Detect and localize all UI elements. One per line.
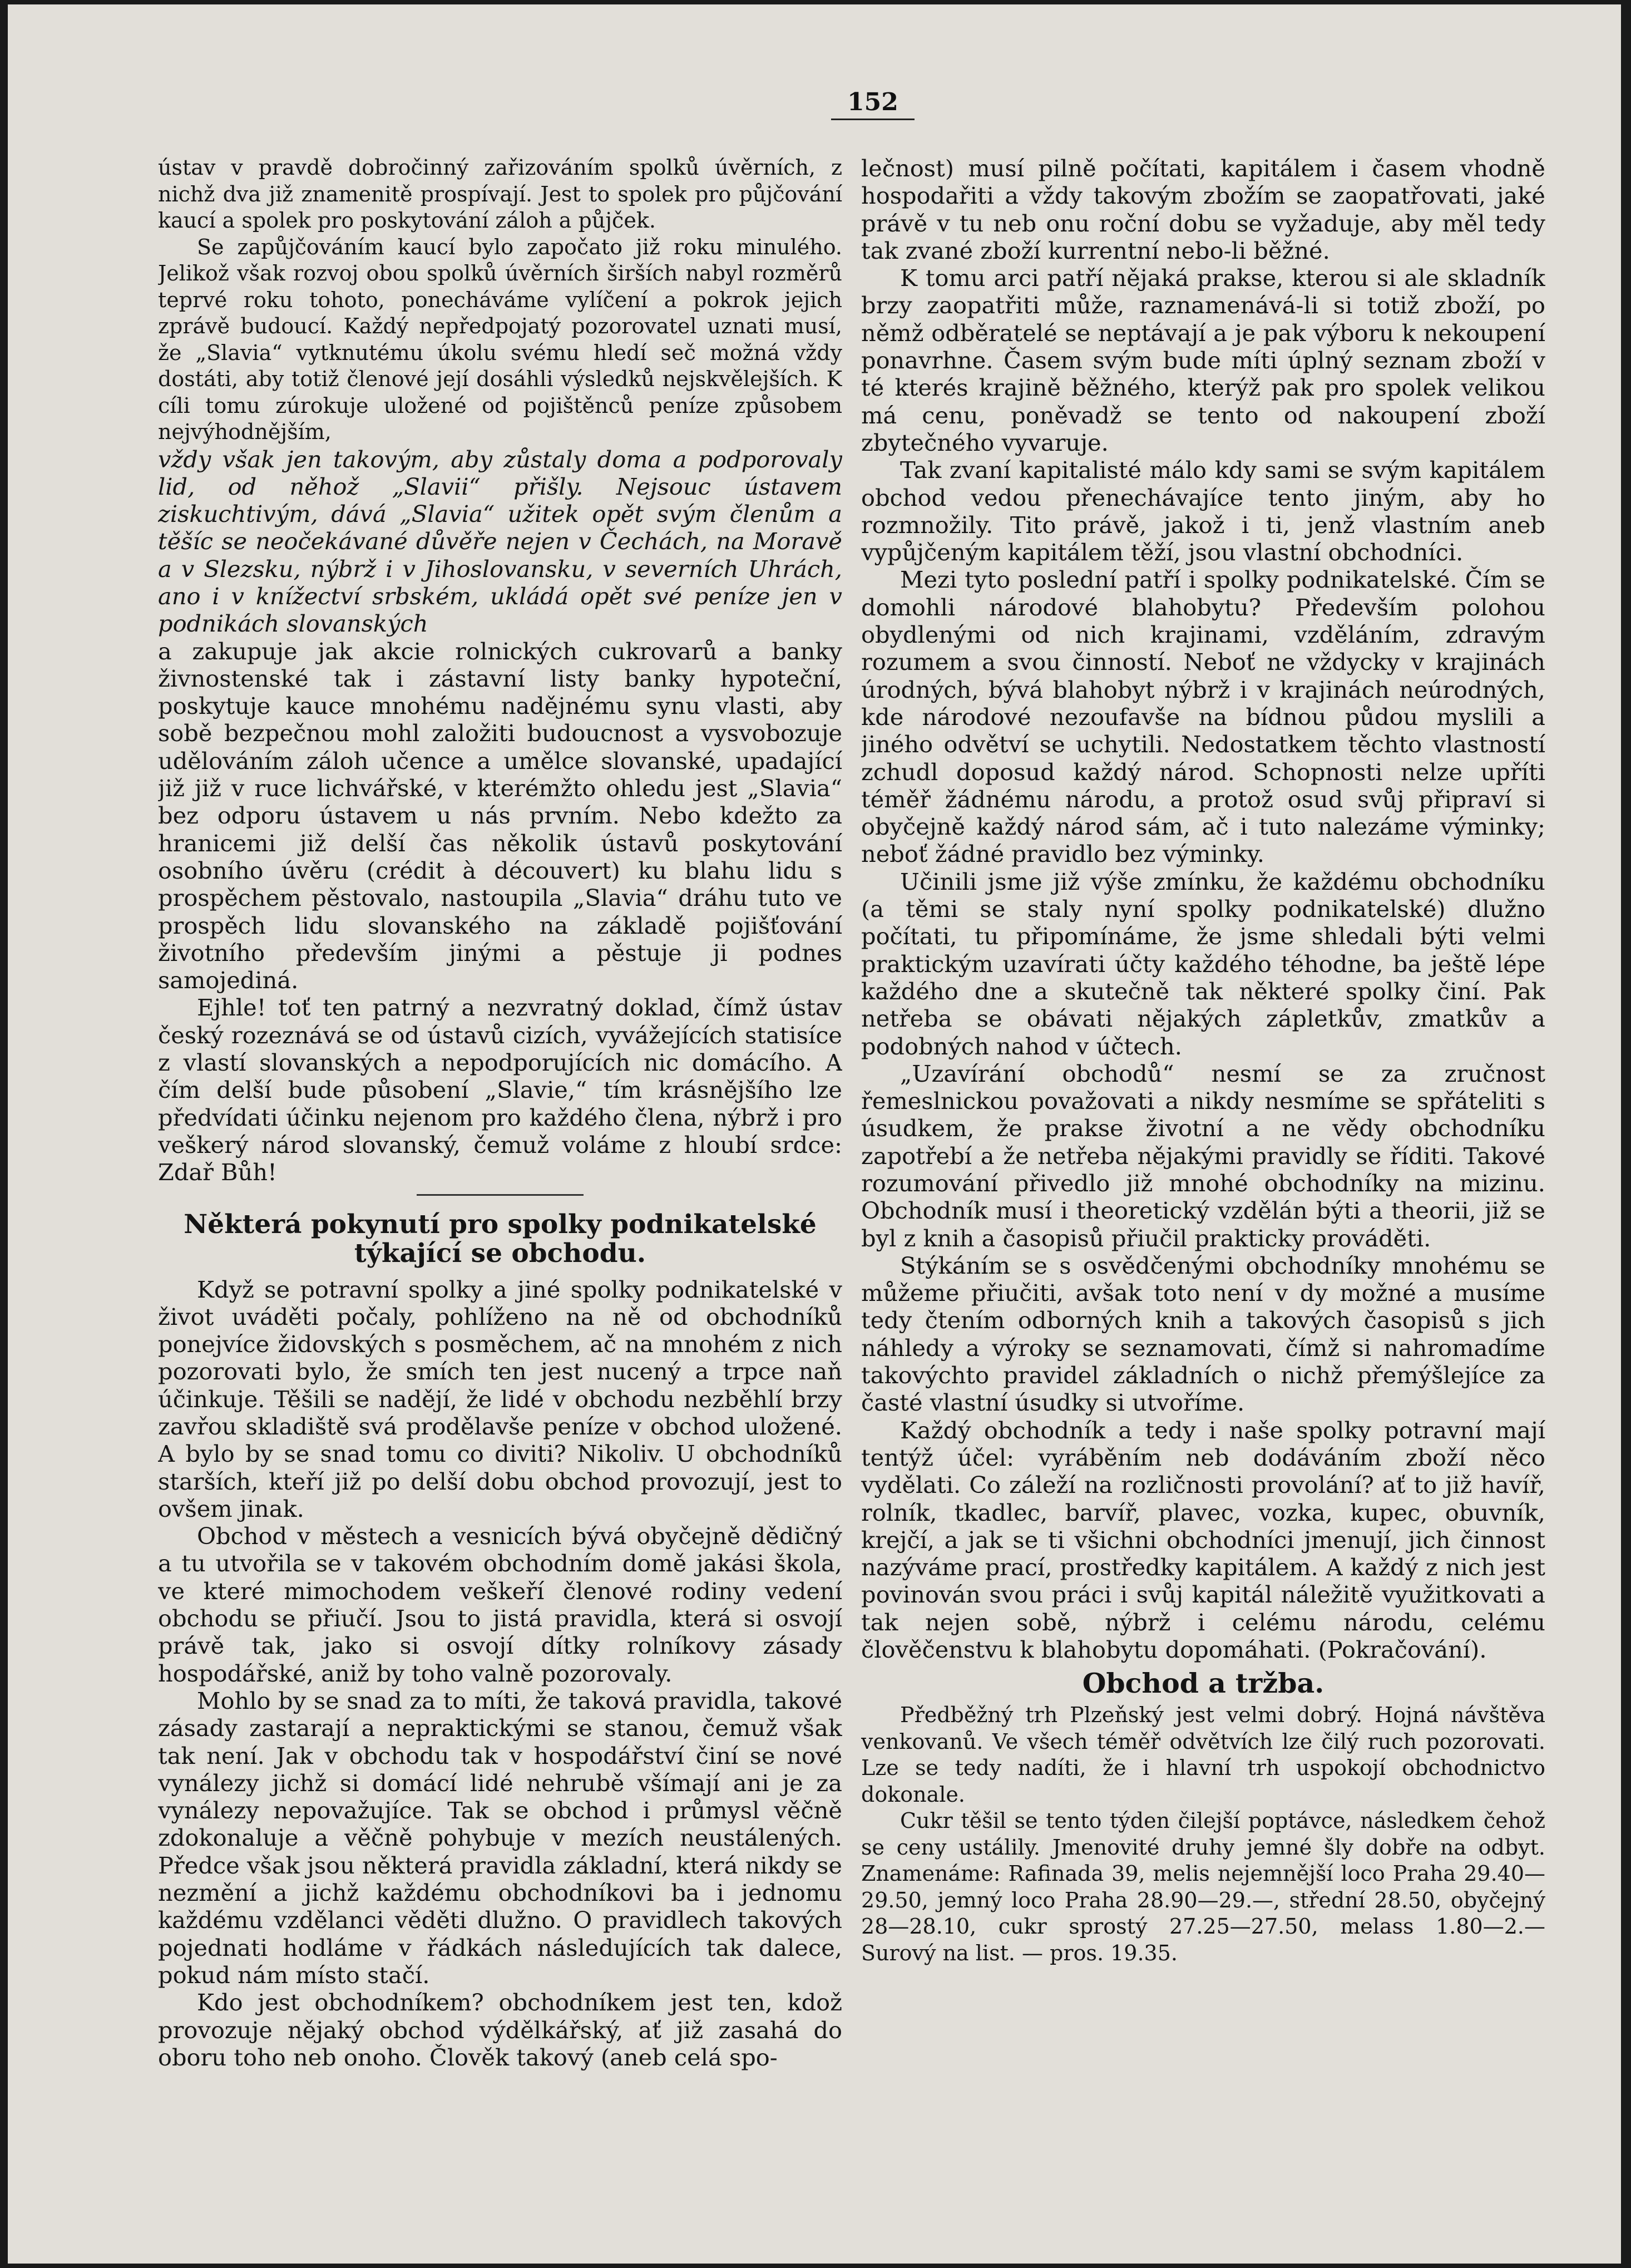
market-report-paragraph: Předběžný trh Plzeňský jest velmi dobrý. Hojná návštěva venkovanů. Ve všech téměř odvětvích lze čilý ruch pozorovati. Lze se tedy nadíti, že i hlavní trh uspokojí obchodnictvo dokonale. — [861, 1703, 1545, 1807]
paragraph: a zakupuje jak akcie rolnických cukrovarů a banky živnostenské tak i zástavní listy banky hypoteční, poskytuje kauce mnohému nadějnému synu vlasti, aby sobě bezpečnou mohl založiti budoucnost a vysvobozuje udělováním záloh učence a umělce slovanské, upadající již již v ruce lichvářské, v kterémžto ohledu jest „Slavia“ bez odporu ústavem u nás prvním. Nebo kdežto za hranicemi již delší čas několik ústavů poskytování osobního úvěru (crédit à découvert) ku blahu lidu s prospěchem pěstovalo, nastoupila „Slavia“ dráhu tuto ve prospěch lidu slovanského na základě pojišťování životního především jinými a pěstuje ji podnes samojediná. — [158, 637, 842, 994]
paragraph-italic — [158, 446, 842, 638]
paragraph: Obchod v městech a vesnicích bývá obyčejně dědičný a tu utvořila se v takovém obchodním domě jakási škola, ve které mimochodem veškeří členové rodiny vedení obchodu se přiučí. Jsou to jistá pravidla, která si osvojí právě tak, jako si osvojí dítky rolníkovy zásady hospodářské, aniž by toho valně pozorovaly. — [158, 1522, 842, 1687]
paragraph: Každý obchodník a tedy i naše spolky potravní mají tentýž účel: vyráběním neb dodáváním zboží něco vydělati. Co záleží na rozličnosti provolání? ať to již havíř, rolník, tkadlec, barvíř, plavec, vozka, kupec, obuvník, krejčí, a jak se ti všichni obchodníci jmenují, jich činnost nazýváme prací, prostředky kapitálem. A každý z nich jest povinován svou práci i svůj kapitál náležitě využitkovati a tak nejen sobě, nýbrž i celému národu, celému člověčenstvu k blahobytu dopomáhati. (Pokračování). — [861, 1416, 1545, 1664]
article-heading: Některá pokynutí pro spolky podnikatelské týkající se obchodu. — [184, 1209, 817, 1269]
paragraph: „Uzavírání obchodů“ nesmí se za zručnost řemeslnickou považovati a nikdy nesmíme se spřáteliti s úsudkem, že prakse životní a ne vědy obchodníku zapotřebí a že netřeba nějakými pravidly se říditi. Takové rozumování přivedlo již mnohé obchodníky na mizinu. Obchodník musí i theoretický vzdělán býti a theorii, již se byl z knih a časopisů přiučil prakticky prováděti. — [861, 1059, 1545, 1252]
market-report-paragraph: Cukr těšil se tento týden čilejší poptávce, následkem čehož se ceny ustálily. Jmenovité druhy jemné šly dobře na odbyt. Znamenáme: Rafinada 39, melis nejemnější loco Praha 29.40—29.50, jemný loco Praha 28.90—29.—, střední 28.50, obyčejný 28—28.10, cukr sprostý 27.25—27.50, melass 1.80—2.— Surový na list. — pros. 19.35. — [861, 1808, 1545, 1965]
page-number-rule — [831, 119, 915, 120]
section-divider — [417, 1194, 584, 1196]
paragraph: Tak zvaní kapitalisté málo kdy sami se svým kapitálem obchod vedou přenechávajíce tento jiným, aby ho rozmnožily. Tito právě, jakož i ti, jenž vlastním aneb vypůjčeným kapitálem těží, jsou vlastní obchodníci. — [861, 456, 1545, 566]
left-column — [158, 155, 842, 2247]
paragraph: Se zapůjčováním kaucí bylo započato již roku minulého. Jelikož však rozvoj obou spolků úvěrních širších nabyl rozměrů teprvé roku tohoto, ponecháváme vylíčení a pokrok jejich zprávě budoucí. Každý nepředpojatý pozorovatel uznati musí, že „Slavia“ vytknutému úkolu svému hledí seč možná vždy dostáti, aby totiž členové její dosáhli výsledků nejskvělejších. K cíli tomu zúrokuje uložené od pojištěnců peníze způsobem nejvýhodnějším, — [158, 234, 842, 444]
right-column — [861, 155, 1545, 2247]
paragraph: lečnost) musí pilně počítati, kapitálem i časem vhodně hospodařiti a vždy takovým zbožím se zaopatřovati, jaké právě v tu neb onu roční dobu se vyžaduje, aby měl tedy tak zvané zboží kurrentní nebo-li běžné. — [861, 155, 1545, 264]
paragraph: ústav v pravdě dobročinný zařizováním spolků úvěrních, z nichž dva již znamenitě prospívají. Jest to spolek pro půjčování kaucí a spolek pro poskytování záloh a půjček. — [158, 155, 842, 233]
paragraph: Ejhle! toť ten patrný a nezvratný doklad, čímž ústav český rozeznává se od ústavů cizích, vyvážejících statisíce z vlastí slovanských a nepodporujících nic domácího. A čím delší bude působení „Slavie,“ tím krásnějšího lze předvídati účinku nejenom pro každého člena, nýbrž i pro veškerý národ slovanský, čemuž voláme z hloubí srdce: Zdař Bůh! — [158, 994, 842, 1186]
page-number: 152 — [847, 88, 898, 116]
paragraph: K tomu arci patří nějaká prakse, kterou si ale skladník brzy zaopatřiti může, raznamenává-li si totiž zboží, po němž odběratelé se neptávají a je pak výboru k nekoupení ponavrhne. Časem svým bude míti úplný seznam zboží v té kterés krajině běžného, kterýž pak pro spolek velikou má cenu, poněvadž se tento od nakoupení zboží zbytečného vyvaruje. — [861, 264, 1545, 456]
paragraph: Mohlo by se snad za to míti, že taková pravidla, takové zásady zastarají a nepraktickými se stanou, čemuž však tak není. Jak v obchodu tak v hospodářství činí se nové vynálezy jichž si domácí lidé nehrubě všímají ani je za vynálezy nepovažujíce. Tak se obchod i průmysl věčně zdokonaluje a věčně pohybuje v mezích neustálených. Předce však jsou některá pravidla základní, která nikdy se nezmění a jichž každému obchodníkovi ba i jednomu každému vzdělanci věděti dlužno. O pravidlech takových pojednati hodláme v řádkách následujících tak dalece, pokud nám místo stačí. — [158, 1687, 842, 1989]
section-heading: Obchod a tržba. — [1082, 1667, 1324, 1700]
paragraph: Mezi tyto poslední patří i spolky podnikatelské. Čím se domohli národové blahobytu? Především polohou obydlenými od nich krajinami, vzděláním, zdravým rozumem a svou činností. Neboť ne vždycky v krajinách úrodných, bývá blahobyt nýbrž i v krajinách neúrodných, kde národové nezoufavše na bídnou půdou myslili a jiného odvětví se uchytili. Nedostatkem těchto vlastností zchudl doposud každý národ. Schopnosti nelze upříti téměř žádnému národu, a protož osud svůj připraví si obyčejně každý národ sám, ač i tuto nalezáme výminky; neboť žádné pravidlo bez výminky. — [861, 566, 1545, 868]
paragraph: Učinili jsme již výše zmínku, že každému obchodníku (a těmi se staly nyní spolky podnikatelské) dlužno počítati, tu připomínáme, že jsme shledali býti velmi praktickým uzavírati účty každého téhodne, ba ještě lépe každého dne a skutečně tak některé spolky činí. Pak netřeba se obávati nějakých zápletkův, zmatkův a podobných nahod v účtech. — [861, 867, 1545, 1060]
newspaper-page — [8, 4, 1621, 2264]
paragraph: Kdo jest obchodníkem? obchodníkem jest ten, kdož provozuje nějaký obchod výdělkářský, ať již zasahá do oboru toho neb onoho. Člověk takový (aneb celá spo- — [158, 1989, 842, 2071]
paragraph: Když se potravní spolky a jiné spolky podnikatelské v život uváděti počaly, pohlíženo na ně od obchodníků ponejvíce židovských s posměchem, ač na mnohém z nich pozorovati bylo, že smích ten jest nucený a trpce naň účinkuje. Těšili se nadějí, že lidé v obchodu nezběhlí brzy zavřou skladiště svá prodělavše peníze v obchod uložené. A bylo by se snad tomu co diviti? Nikoliv. U obchodníků starších, kteří již po delší dobu obchod provozují, jest to ovšem jinak. — [158, 1275, 842, 1522]
italic-passage: vždy však jen takovým, aby zůstaly doma a podporovaly lid, od něhož „Slavii“ přišly. Nejsouc ústavem ziskuchtivým, dává „Slavia“ užitek opět svým členům a těšíc se neočekávané důvěře nejen v Čechách, na Moravě a v Slezsku, nýbrž i v Jihoslovansku, v severních Uhrách, ano i v knížectví srbském, ukládá opět své peníze jen v podnikách slovanských — [158, 445, 842, 638]
paragraph: Stýkáním se s osvědčenými obchodníky mnohému se můžeme přiučiti, avšak toto není v dy možné a musíme tedy čtením odborných knih a takových časopisů s jich náhledy a výroky se seznamovati, čímž si nahromadíme takovýchto pravidel základních o nichž přemýšlejíce za časté vlastní úsudky si utvoříme. — [861, 1251, 1545, 1417]
